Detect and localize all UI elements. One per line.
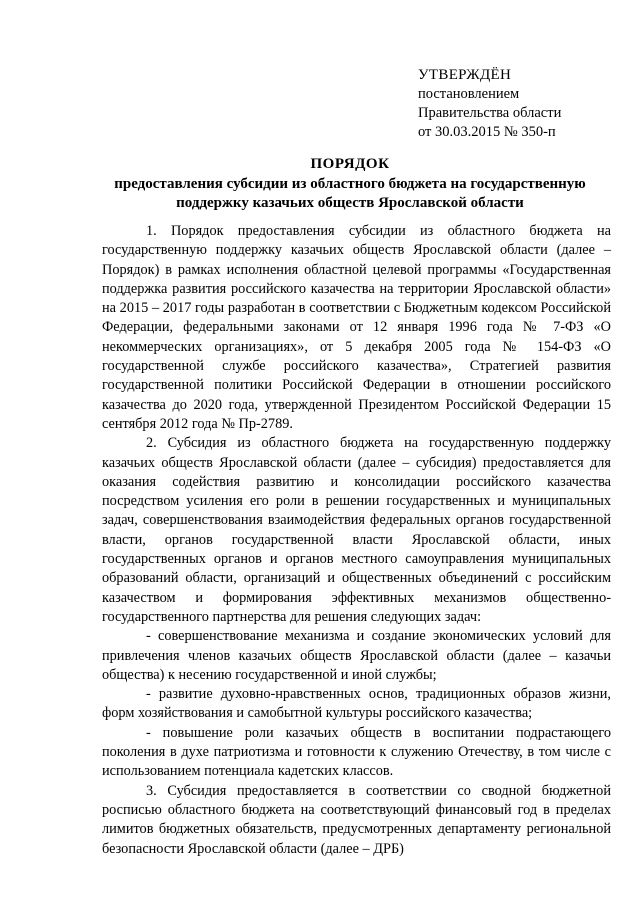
task-item-2: - развитие духовно-нравственных основ, традиционных образов жизни, форм хозяйствования и самобытной культуры российского казачества; — [102, 686, 611, 722]
document-body — [102, 222, 611, 859]
approval-date-number: от 30.03.2015 № 350-п — [418, 124, 556, 140]
paragraph-3: 3. Субсидия предоставляется в соответствии со сводной бюджетной росписью областного бюджета на соответствующий финансовый год в пределах лимитов бюджетных обязательств, предусмотренных департаменту региональной безопасности Ярославской области (далее – ДРБ) — [102, 782, 611, 857]
title-subtitle-line-2: поддержку казачьих обществ Ярославской области — [176, 195, 524, 211]
document-title — [80, 155, 620, 214]
approval-heading: УТВЕРЖДЁН — [418, 67, 512, 83]
approval-authority: Правительства области — [418, 105, 562, 121]
title-subtitle-line-1: предоставления субсидии из областного бюджета на государственную — [114, 175, 586, 192]
approval-stamp — [418, 66, 561, 142]
task-item-1: - совершенствование механизма и создание экономических условий для привлечения членов казачьих обществ Ярославской области (далее – казачьи общества) к несению государственной и иной службы; — [102, 628, 611, 683]
task-item-3: - повышение роли казачьих обществ в воспитании подрастающего поколения в духе патриотизма и готовности к служению Отечеству, в том числе с использованием потенциала кадетских классов. — [102, 724, 611, 780]
paragraph-1: 1. Порядок предоставления субсидии из областного бюджета на государственную поддержку казачьих обществ Ярославской области (далее – Порядок) в рамках исполнения областной целевой программы «Государственная поддержка развития российского казачества на территории Ярославской области» на 2015 – 2017 годы разработан в соответствии с Бюджетным кодексом Российской Федерации, федеральными законами от 12 января 1996 года № 7-ФЗ «О некоммерческих организациях», от 5 декабря 2005 года № 154-ФЗ «О государственной службе российского казачества», Стратегией развития государственной политики Российской Федерации в отношении российского казачества до 2020 года, утвержденной Президентом Российской Федерации 15 сентября 2012 года № Пр-2789. — [102, 223, 611, 432]
paragraph-2: 2. Субсидия из областного бюджета на государственную поддержку казачьих обществ Ярославской области (далее – субсидия) предоставляется для оказания содействия развитию и консолидации российского казачества посредством усиления его роли в решении государственных и муниципальных задач, совершенствования взаимодействия федеральных органов государственной власти, органов государственной власти Ярославской области, иных государственных органов и органов местного самоуправления муниципальных образований области, организаций и общественных объединений с российским казачеством и формирования эффективных механизмов общественно-государственного партнерства для решения следующих задач: — [102, 435, 611, 625]
approval-resolution: постановлением — [418, 86, 520, 102]
title-main: ПОРЯДОК — [310, 156, 390, 172]
